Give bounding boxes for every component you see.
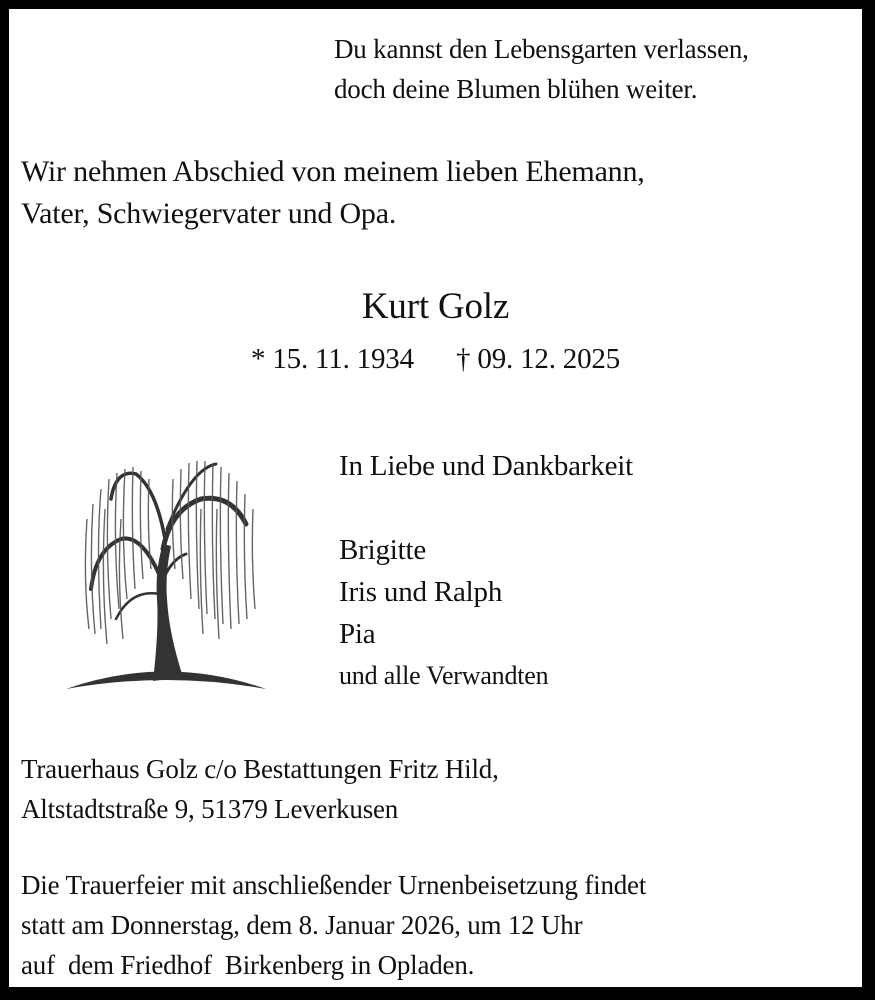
address-line: Altstadtstraße 9, 51379 Leverkusen bbox=[21, 794, 399, 824]
intro-line: Vater, Schwiegervater und Opa. bbox=[21, 197, 397, 230]
mourners-heading: In Liebe und Dankbarkeit bbox=[339, 450, 633, 482]
funeral-service-info bbox=[21, 865, 646, 985]
death-date: 09. 12. 2025 bbox=[477, 343, 620, 375]
mourner-name: Brigitte bbox=[339, 534, 427, 566]
motto-line: doch deine Blumen blühen weiter. bbox=[334, 74, 698, 104]
mourner-name: Iris und Ralph bbox=[339, 576, 503, 608]
mourners-list bbox=[339, 529, 548, 697]
relatives-line: und alle Verwandten bbox=[339, 661, 549, 690]
weeping-willow-tree-icon bbox=[61, 449, 271, 694]
address-line: Trauerhaus Golz c/o Bestattungen Fritz Hild, bbox=[21, 754, 499, 784]
obituary-notice bbox=[9, 9, 862, 987]
birth-date: 15. 11. 1934 bbox=[272, 343, 414, 375]
intro-text bbox=[21, 151, 645, 235]
motto-quote bbox=[334, 29, 749, 109]
motto-line: Du kannst den Lebensgarten verlassen, bbox=[334, 34, 749, 64]
service-line: auf dem Friedhof Birkenberg in Opladen. bbox=[21, 950, 475, 980]
service-line: statt am Donnerstag, dem 8. Januar 2026, um 12 Uhr bbox=[21, 910, 583, 940]
death-cross-icon: † bbox=[456, 343, 471, 375]
intro-line: Wir nehmen Abschied von meinem lieben Ehemann, bbox=[21, 155, 645, 188]
life-dates bbox=[9, 339, 862, 379]
service-line: Die Trauerfeier mit anschließender Urnenbeisetzung findet bbox=[21, 870, 647, 900]
mourning-house-address bbox=[21, 749, 499, 829]
birth-star-icon: * bbox=[250, 343, 266, 375]
mourner-name: Pia bbox=[339, 618, 376, 650]
deceased-name: Kurt Golz bbox=[361, 286, 510, 327]
